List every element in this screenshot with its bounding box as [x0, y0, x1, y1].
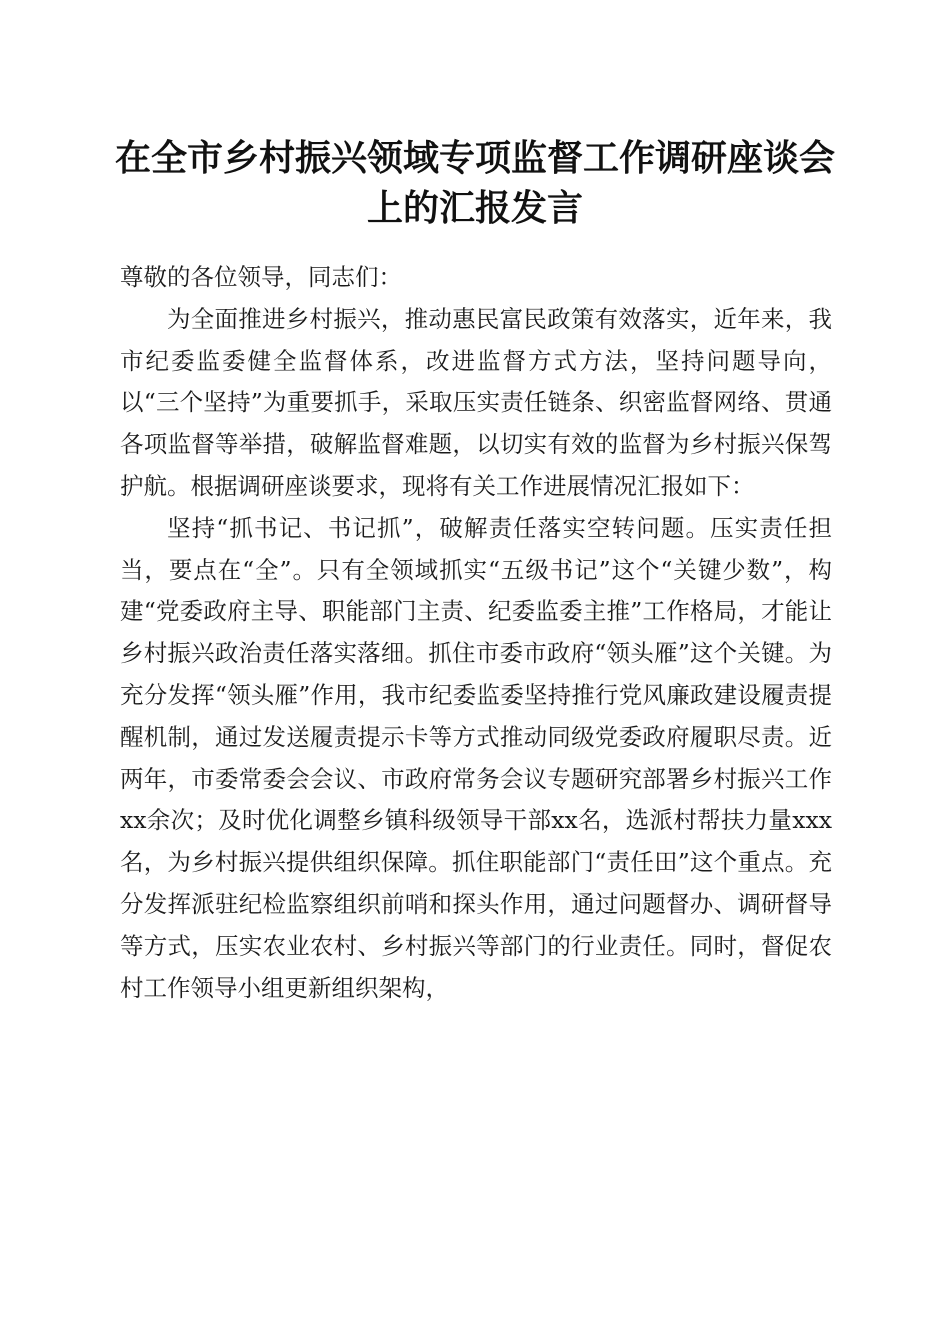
salutation: 尊敬的各位领导，同志们： — [120, 263, 402, 291]
document-body — [120, 257, 832, 1009]
document-title — [100, 133, 850, 233]
paragraph-responsibility: 坚持“抓书记、书记抓”，破解责任落实空转问题。压实责任担当，要点在“全”。只有全领域抓实“五级书记”这个“关键少数”，构建“党委政府主导、职能部门主责、纪委监委主推”工作格局，才能让乡村振兴政治责任落实落细。抓住市委市政府“领头雁”这个关键。为充分发挥“领头雁”作用，我市纪委监委坚持推行党风廉政建设履责提醒机制，通过发送履责提示卡等方式推动同级党委政府履职尽责。近两年，市委常委会会议、市政府常务会议专题研究部署乡村振兴工作xx余次；及时优化调整乡镇科级领导干部xx名，选派村帮扶力量xxx名，为乡村振兴提供组织保障。抓住职能部门“责任田”这个重点。充分发挥派驻纪检监察组织前哨和探头作用，通过问题督办、调研督导等方式，压实农业农村、乡村振兴等部门的行业责任。同时，督促农村工作领导小组更新组织架构， — [120, 513, 832, 1002]
paragraph-intro: 为全面推进乡村振兴，推动惠民富民政策有效落实，近年来，我市纪委监委健全监督体系，改进监督方式方法，坚持问题导向，以“三个坚持”为重要抓手，采取压实责任链条、织密监督网络、贯通各项监督等举措，破解监督难题，以切实有效的监督为乡村振兴保驾护航。根据调研座谈要求，现将有关工作进展情况汇报如下： — [120, 304, 832, 500]
title-line-1: 在全市乡村振兴领域专项监督工作调研座谈会 — [114, 137, 835, 179]
title-line-2: 上的汇报发言 — [366, 187, 583, 229]
